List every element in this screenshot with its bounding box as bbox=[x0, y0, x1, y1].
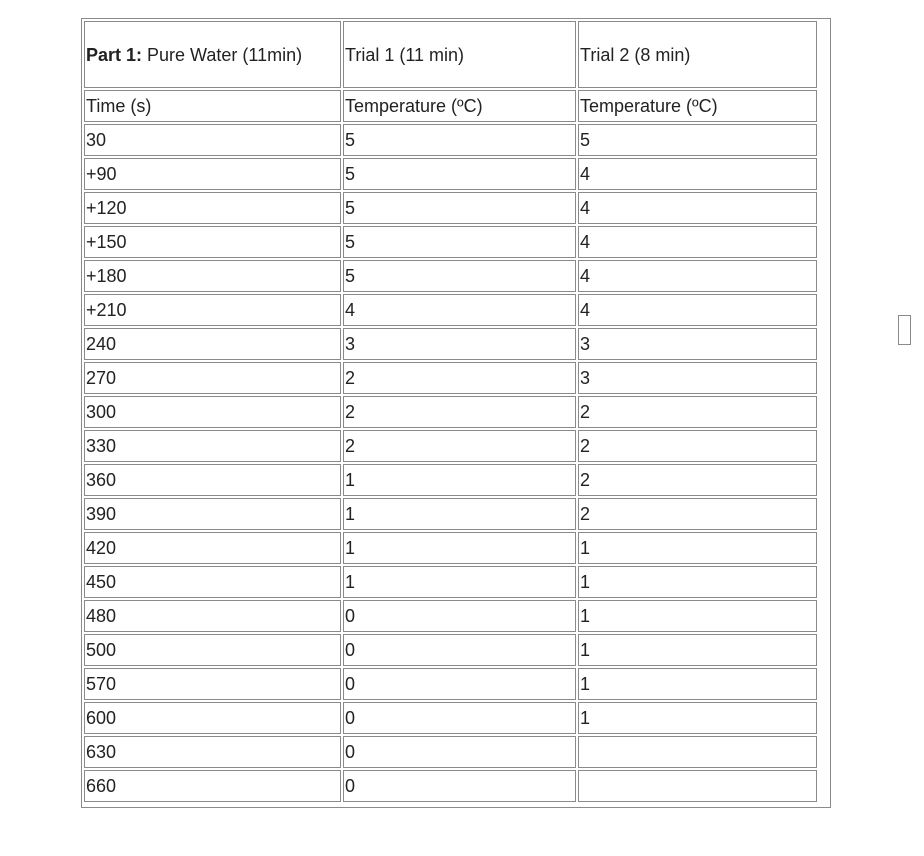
table-row bbox=[84, 124, 817, 156]
data-table-container bbox=[81, 18, 831, 808]
time-cell: 240 bbox=[84, 328, 341, 360]
header-cell-part bbox=[84, 21, 341, 88]
header-cell-trial-1: Trial 1 (11 min) bbox=[343, 21, 576, 88]
trial-2-temperature-cell: 2 bbox=[578, 464, 817, 496]
trial-2-temperature-cell: 4 bbox=[578, 192, 817, 224]
table-header-row bbox=[84, 21, 817, 88]
time-cell: 30 bbox=[84, 124, 341, 156]
table-row bbox=[84, 362, 817, 394]
trial-1-temperature-cell: 2 bbox=[343, 362, 576, 394]
column-header-temperature-2: Temperature (ºC) bbox=[578, 90, 817, 122]
table-row bbox=[84, 260, 817, 292]
column-resize-handle[interactable] bbox=[898, 315, 911, 345]
trial-2-temperature-cell bbox=[578, 736, 817, 768]
temperature-table bbox=[82, 19, 819, 804]
table-row bbox=[84, 532, 817, 564]
table-row bbox=[84, 736, 817, 768]
trial-2-temperature-cell: 4 bbox=[578, 260, 817, 292]
time-cell: +120 bbox=[84, 192, 341, 224]
trial-1-temperature-cell: 0 bbox=[343, 600, 576, 632]
trial-1-temperature-cell: 5 bbox=[343, 124, 576, 156]
trial-1-temperature-cell: 0 bbox=[343, 668, 576, 700]
time-cell: 300 bbox=[84, 396, 341, 428]
trial-1-temperature-cell: 1 bbox=[343, 566, 576, 598]
trial-1-temperature-cell: 5 bbox=[343, 260, 576, 292]
trial-1-temperature-cell: 0 bbox=[343, 634, 576, 666]
time-cell: 270 bbox=[84, 362, 341, 394]
part-label: Part 1: bbox=[86, 44, 143, 65]
table-row bbox=[84, 498, 817, 530]
time-cell: 570 bbox=[84, 668, 341, 700]
trial-1-temperature-cell: 0 bbox=[343, 702, 576, 734]
column-header-time: Time (s) bbox=[84, 90, 341, 122]
time-cell: 360 bbox=[84, 464, 341, 496]
table-column-header-row bbox=[84, 90, 817, 122]
time-cell: +90 bbox=[84, 158, 341, 190]
table-row bbox=[84, 294, 817, 326]
time-cell: 390 bbox=[84, 498, 341, 530]
trial-1-temperature-cell: 0 bbox=[343, 770, 576, 802]
trial-2-temperature-cell: 1 bbox=[578, 600, 817, 632]
table-row bbox=[84, 396, 817, 428]
table-row bbox=[84, 430, 817, 462]
trial-2-temperature-cell: 1 bbox=[578, 702, 817, 734]
trial-2-temperature-cell: 3 bbox=[578, 328, 817, 360]
column-header-temperature-1: Temperature (ºC) bbox=[343, 90, 576, 122]
table-row bbox=[84, 464, 817, 496]
time-cell: +180 bbox=[84, 260, 341, 292]
table-row bbox=[84, 668, 817, 700]
time-cell: 660 bbox=[84, 770, 341, 802]
trial-1-temperature-cell: 5 bbox=[343, 226, 576, 258]
table-row bbox=[84, 702, 817, 734]
trial-1-temperature-cell: 0 bbox=[343, 736, 576, 768]
trial-2-temperature-cell: 1 bbox=[578, 532, 817, 564]
table-row bbox=[84, 634, 817, 666]
trial-2-temperature-cell bbox=[578, 770, 817, 802]
trial-1-temperature-cell: 1 bbox=[343, 532, 576, 564]
trial-2-temperature-cell: 5 bbox=[578, 124, 817, 156]
trial-1-temperature-cell: 4 bbox=[343, 294, 576, 326]
table-row bbox=[84, 770, 817, 802]
trial-2-temperature-cell: 2 bbox=[578, 498, 817, 530]
table-row bbox=[84, 600, 817, 632]
trial-1-temperature-cell: 2 bbox=[343, 396, 576, 428]
trial-2-temperature-cell: 1 bbox=[578, 634, 817, 666]
trial-1-temperature-cell: 2 bbox=[343, 430, 576, 462]
trial-2-temperature-cell: 2 bbox=[578, 396, 817, 428]
part-title: Pure Water (11min) bbox=[142, 44, 303, 65]
time-cell: 500 bbox=[84, 634, 341, 666]
trial-2-temperature-cell: 1 bbox=[578, 668, 817, 700]
trial-2-temperature-cell: 4 bbox=[578, 226, 817, 258]
trial-1-temperature-cell: 1 bbox=[343, 498, 576, 530]
trial-2-temperature-cell: 3 bbox=[578, 362, 817, 394]
trial-2-temperature-cell: 4 bbox=[578, 294, 817, 326]
time-cell: 600 bbox=[84, 702, 341, 734]
time-cell: 480 bbox=[84, 600, 341, 632]
time-cell: 630 bbox=[84, 736, 341, 768]
time-cell: +210 bbox=[84, 294, 341, 326]
time-cell: 450 bbox=[84, 566, 341, 598]
header-cell-trial-2: Trial 2 (8 min) bbox=[578, 21, 817, 88]
time-cell: +150 bbox=[84, 226, 341, 258]
trial-1-temperature-cell: 5 bbox=[343, 158, 576, 190]
trial-2-temperature-cell: 2 bbox=[578, 430, 817, 462]
table-row bbox=[84, 328, 817, 360]
time-cell: 420 bbox=[84, 532, 341, 564]
table-row bbox=[84, 226, 817, 258]
trial-1-temperature-cell: 5 bbox=[343, 192, 576, 224]
trial-1-temperature-cell: 3 bbox=[343, 328, 576, 360]
trial-2-temperature-cell: 4 bbox=[578, 158, 817, 190]
table-row bbox=[84, 566, 817, 598]
time-cell: 330 bbox=[84, 430, 341, 462]
trial-2-temperature-cell: 1 bbox=[578, 566, 817, 598]
table-row bbox=[84, 192, 817, 224]
table-row bbox=[84, 158, 817, 190]
trial-1-temperature-cell: 1 bbox=[343, 464, 576, 496]
